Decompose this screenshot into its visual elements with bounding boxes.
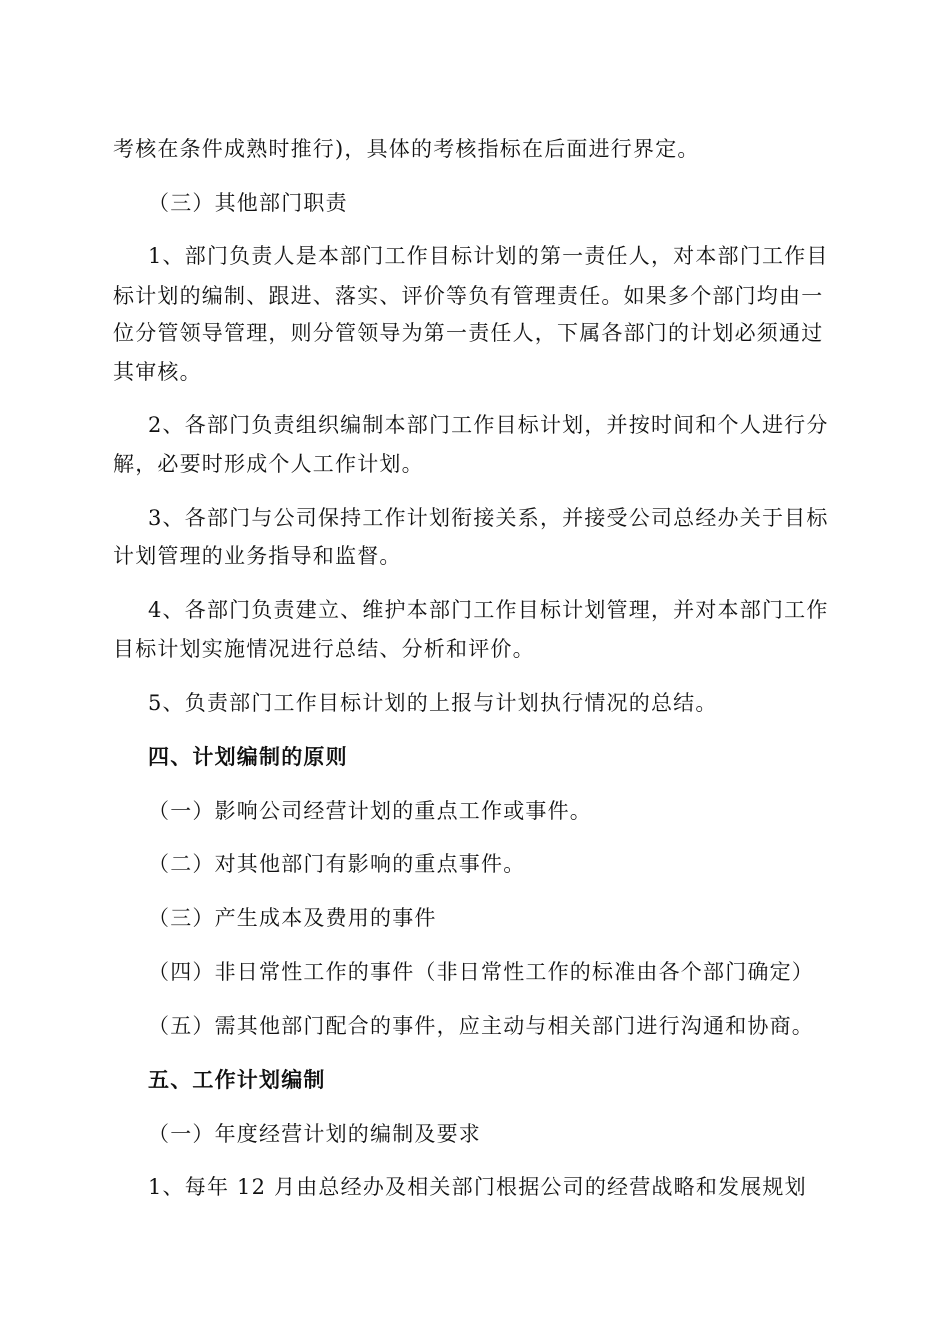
paragraph-line: 标计划的编制、跟进、落实、评价等负有管理责任。如果多个部门均由一 — [113, 284, 824, 308]
list-item: （二）对其他部门有影响的重点事件。 — [148, 852, 526, 876]
section-heading: 四、计划编制的原则 — [148, 745, 348, 769]
paragraph-line: 1、每年 12 月由总经办及相关部门根据公司的经营战略和发展规划 — [148, 1175, 807, 1199]
section-subheading: （一）年度经营计划的编制及要求 — [148, 1122, 481, 1146]
paragraph-line: 位分管领导管理，则分管领导为第一责任人，下属各部门的计划必须通过 — [113, 321, 824, 345]
paragraph-line: 考核在条件成熟时推行)，具体的考核指标在后面进行界定。 — [113, 137, 700, 161]
section-subheading: （三）其他部门职责 — [148, 191, 348, 215]
paragraph-line: 其审核。 — [113, 360, 202, 384]
paragraph-line: 解，必要时形成个人工作计划。 — [113, 452, 424, 476]
list-item: （一）影响公司经营计划的重点工作或事件。 — [148, 799, 592, 823]
paragraph-line: 目标计划实施情况进行总结、分析和评价。 — [113, 637, 535, 661]
section-heading: 五、工作计划编制 — [148, 1068, 326, 1092]
paragraph-line: 3、各部门与公司保持工作计划衔接关系，并接受公司总经办关于目标 — [148, 506, 829, 530]
paragraph-line: 计划管理的业务指导和监督。 — [113, 544, 402, 568]
list-item: （四）非日常性工作的事件（非日常性工作的标准由各个部门确定） — [148, 960, 814, 984]
paragraph-line: 2、各部门负责组织编制本部门工作目标计划，并按时间和个人进行分 — [148, 413, 829, 437]
list-item: （五）需其他部门配合的事件，应主动与相关部门进行沟通和协商。 — [148, 1014, 814, 1038]
paragraph-line: 5、负责部门工作目标计划的上报与计划执行情况的总结。 — [148, 691, 718, 715]
paragraph-line: 4、各部门负责建立、维护本部门工作目标计划管理，并对本部门工作 — [148, 598, 829, 622]
list-item: （三）产生成本及费用的事件 — [148, 906, 437, 930]
paragraph-line: 1、部门负责人是本部门工作目标计划的第一责任人，对本部门工作目 — [148, 244, 829, 268]
